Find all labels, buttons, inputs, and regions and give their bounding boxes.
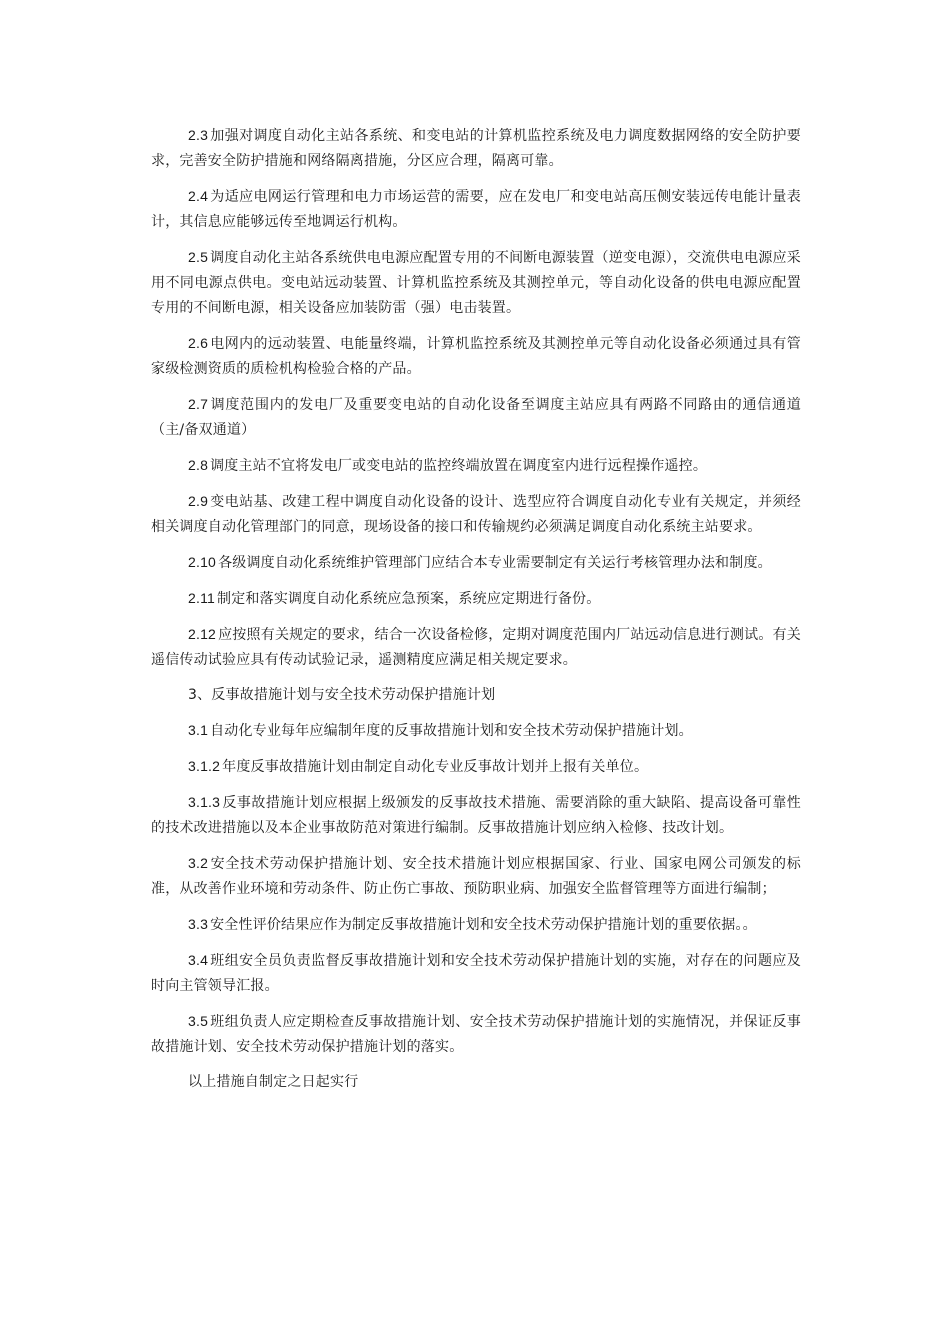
section-heading-3 <box>151 683 801 708</box>
paragraph-text: 调度范围内的发电厂及重要变电站的自动化设备至调度主站应具有两路不同路由的通信通道（主/备双通道） <box>151 397 801 438</box>
document-body <box>151 123 801 1105</box>
paragraph-text: 制定和落实调度自动化系统应急预案，系统应定期进行备份。 <box>217 591 601 607</box>
paragraph-number: 3.4 <box>188 952 209 968</box>
paragraph-2-4 <box>151 184 801 235</box>
paragraph-number: 2.5 <box>188 249 209 265</box>
paragraph-number: 3.5 <box>188 1013 209 1029</box>
paragraph-number: 3.1.3 <box>188 794 221 810</box>
paragraph-number: 2.10 <box>188 554 217 570</box>
paragraph-text: 自动化专业每年应编制年度的反事故措施计划和安全技术劳动保护措施计划。 <box>210 723 693 739</box>
paragraph-text: 为适应电网运行管理和电力市场运营的需要，应在发电厂和变电站高压侧安装远传电能计量表计，其信息应能够远传至地调运行机构。 <box>151 189 801 230</box>
paragraph-2-6 <box>151 331 801 382</box>
paragraph-text: 调度自动化主站各系统供电电源应配置专用的不间断电源装置（逆变电源），交流供电电源应采用不同电源点供电。变电站远动装置、计算机监控系统及其测控单元，等自动化设备的供电电源应配置专用的不间断电源，相关设备应加装防雷（强）电击装置。 <box>151 250 801 316</box>
paragraph-number: 3.1 <box>188 722 209 738</box>
paragraph-text: 反事故措施计划应根据上级颁发的反事故技术措施、需要消除的重大缺陷、提高设备可靠性的技术改进措施以及本企业事故防范对策进行编制。反事故措施计划应纳入检修、技改计划。 <box>151 795 801 836</box>
paragraph-2-7 <box>151 392 801 443</box>
paragraph-text: 安全技术劳动保护措施计划、安全技术措施计划应根据国家、行业、国家电网公司颁发的标准，从改善作业环境和劳动条件、防止伤亡事故、预防职业病、加强安全监督管理等方面进行编制； <box>151 856 801 897</box>
paragraph-text: 各级调度自动化系统维护管理部门应结合本专业需要制定有关运行考核管理办法和制度。 <box>218 555 772 571</box>
paragraph-number: 2.3 <box>188 127 209 143</box>
paragraph-2-5 <box>151 245 801 321</box>
section-heading-text: 3、反事故措施计划与安全技术劳动保护措施计划 <box>188 687 496 703</box>
paragraph-2-12 <box>151 622 801 673</box>
paragraph-number: 2.8 <box>188 457 209 473</box>
paragraph-3-5 <box>151 1009 801 1060</box>
paragraph-number: 3.3 <box>188 916 209 932</box>
paragraph-text: 应按照有关规定的要求，结合一次设备检修，定期对调度范围内厂站远动信息进行测试。有关遥信传动试验应具有传动试验记录，遥测精度应满足相关规定要求。 <box>151 627 801 668</box>
paragraph-number: 3.1.2 <box>188 758 221 774</box>
paragraph-number: 2.11 <box>188 590 216 606</box>
paragraph-text: 班组安全员负责监督反事故措施计划和安全技术劳动保护措施计划的实施，对存在的问题应及时向主管领导汇报。 <box>151 953 801 994</box>
paragraph-3-2 <box>151 851 801 902</box>
closing-statement <box>151 1070 801 1095</box>
paragraph-text: 加强对调度自动化主站各系统、和变电站的计算机监控系统及电力调度数据网络的安全防护要求，完善安全防护措施和网络隔离措施，分区应合理，隔离可靠。 <box>151 128 801 169</box>
paragraph-text: 调度主站不宜将发电厂或变电站的监控终端放置在调度室内进行远程操作遥控。 <box>210 458 708 474</box>
paragraph-number: 2.6 <box>188 335 209 351</box>
paragraph-text: 安全性评价结果应作为制定反事故措施计划和安全技术劳动保护措施计划的重要依据。。 <box>210 917 757 933</box>
paragraph-text: 班组负责人应定期检查反事故措施计划、安全技术劳动保护措施计划的实施情况，并保证反事故措施计划、安全技术劳动保护措施计划的落实。 <box>151 1014 801 1055</box>
paragraph-text: 变电站基、改建工程中调度自动化设备的设计、选型应符合调度自动化专业有关规定，并须经相关调度自动化管理部门的同意，现场设备的接口和传输规约必须满足调度自动化系统主站要求。 <box>151 494 801 535</box>
paragraph-3-1-2 <box>151 754 801 780</box>
paragraph-number: 2.4 <box>188 188 209 204</box>
paragraph-text: 年度反事故措施计划由制定自动化专业反事故计划并上报有关单位。 <box>222 759 649 775</box>
paragraph-3-1 <box>151 718 801 744</box>
paragraph-number: 2.12 <box>188 626 217 642</box>
closing-text: 以上措施自制定之日起实行 <box>188 1074 359 1090</box>
paragraph-2-9 <box>151 489 801 540</box>
paragraph-number: 2.9 <box>188 493 209 509</box>
paragraph-2-3 <box>151 123 801 174</box>
paragraph-text: 电网内的远动装置、电能量终端，计算机监控系统及其测控单元等自动化设备必须通过具有管家级检测资质的质检机构检验合格的产品。 <box>151 336 801 377</box>
paragraph-2-10 <box>151 550 801 576</box>
paragraph-3-3 <box>151 912 801 938</box>
paragraph-2-8 <box>151 453 801 479</box>
paragraph-3-1-3 <box>151 790 801 841</box>
paragraph-number: 3.2 <box>188 855 209 871</box>
paragraph-2-11 <box>151 586 801 612</box>
paragraph-number: 2.7 <box>188 396 209 412</box>
paragraph-3-4 <box>151 948 801 999</box>
